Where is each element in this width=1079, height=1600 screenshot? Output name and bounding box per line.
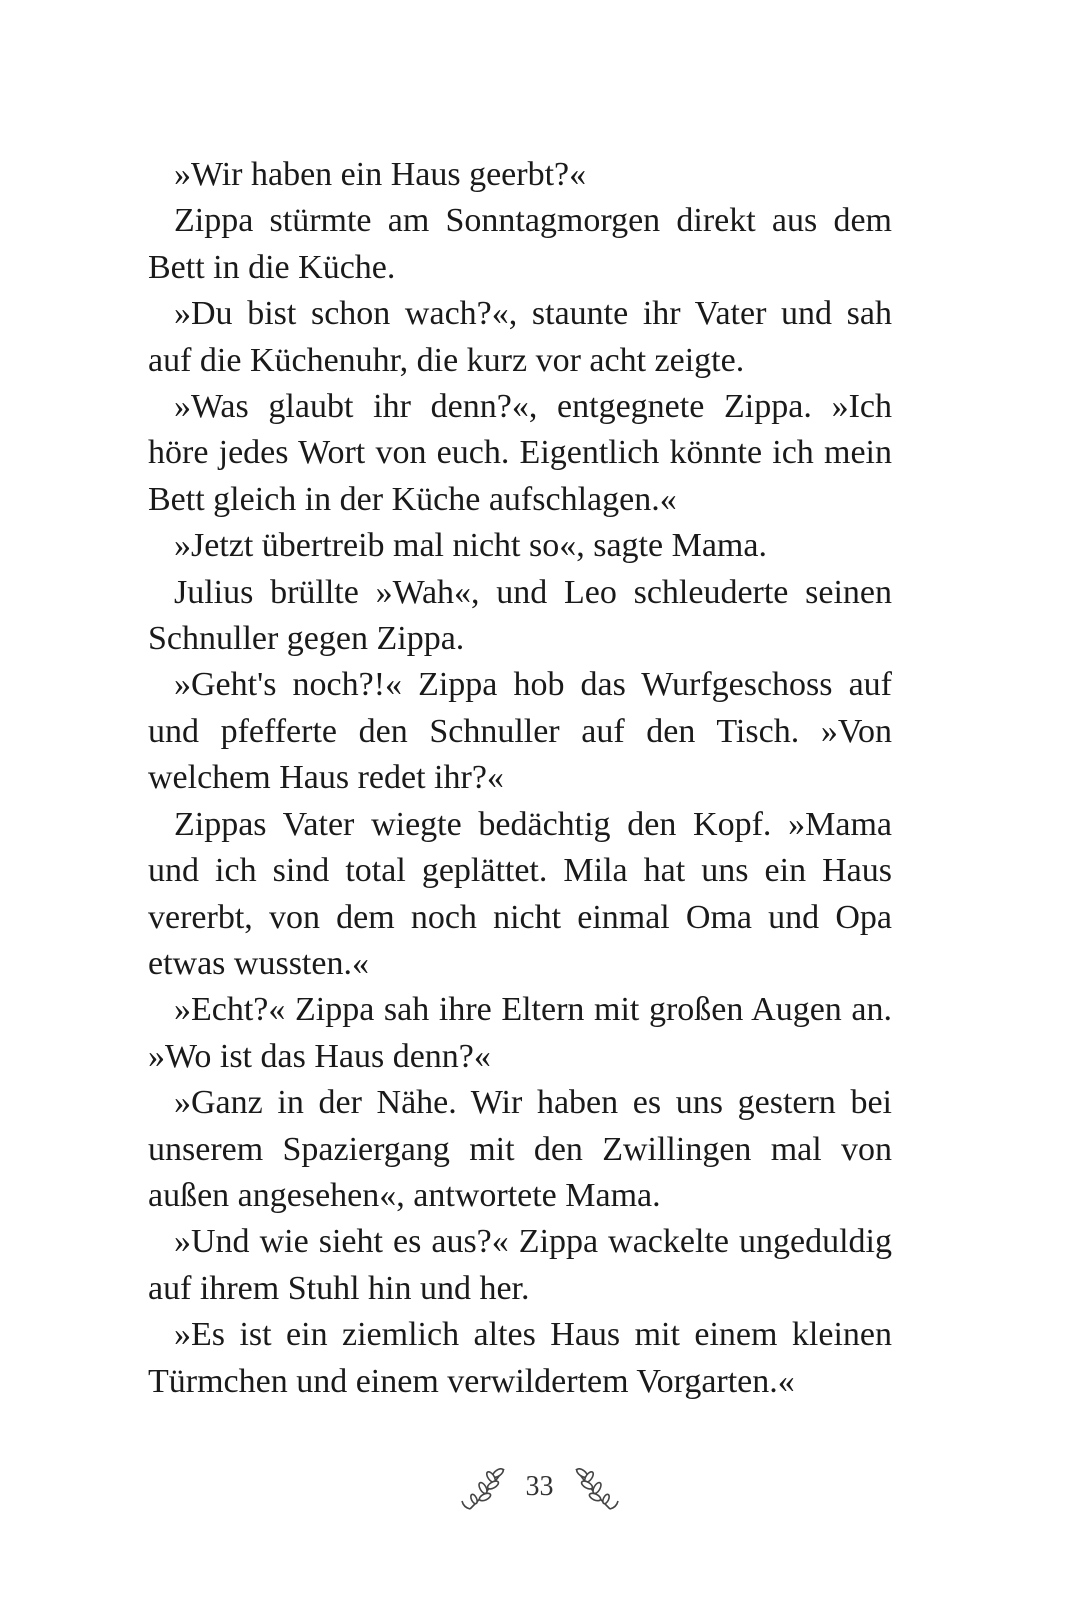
paragraph: »Wir haben ein Haus geerbt?« — [174, 156, 587, 193]
page-number: 33 — [525, 1471, 554, 1502]
paragraph: Zippas Vater wiegte bedächtig den Kopf. »Mama und ich sind total geplättet. Mila hat uns ein Haus vererbt, von dem noch nicht einmal Oma und Opa etwas wussten.« — [148, 805, 892, 982]
body-text — [148, 152, 892, 1405]
paragraph: »Es ist ein ziemlich altes Haus mit einem kleinen Türmchen und einem verwildertem Vorgarten.« — [148, 1316, 892, 1400]
paragraph: Julius brüllte »Wah«, und Leo schleuderte seinen Schnuller gegen Zippa. — [148, 573, 892, 658]
paragraph: »Ganz in der Nähe. Wir haben es uns gestern bei unserem Spaziergang mit den Zwillingen mal von außen angesehen«, antwortete Mama. — [148, 1084, 892, 1214]
paragraph: »Und wie sieht es aus?« Zippa wackelte ungeduldig auf ihrem Stuhl hin und her. — [148, 1223, 892, 1307]
paragraph: »Du bist schon wach?«, staunte ihr Vater und sah auf die Küchenuhr, die kurz vor acht zeigte. — [148, 295, 892, 379]
paragraph: »Was glaubt ihr denn?«, entgegnete Zippa. »Ich höre jedes Wort von euch. Eigentlich könnte ich mein Bett gleich in der Küche aufschlagen.« — [148, 388, 892, 518]
leaf-sprig-icon — [568, 1459, 624, 1515]
paragraph: »Jetzt übertreib mal nicht so«, sagte Mama. — [174, 527, 767, 565]
paragraph: »Echt?« Zippa sah ihre Eltern mit großen Augen an. »Wo ist das Haus denn?« — [148, 991, 892, 1075]
paragraph: »Geht's noch?!« Zippa hob das Wurfgeschoss auf und pfefferte den Schnuller auf den Tisch. »Von welchem Haus redet ihr?« — [148, 666, 892, 797]
leaf-sprig-icon — [456, 1459, 512, 1515]
paragraph: Zippa stürmte am Sonntagmorgen direkt aus dem Bett in die Küche. — [148, 202, 892, 286]
page-footer — [0, 1452, 1079, 1522]
